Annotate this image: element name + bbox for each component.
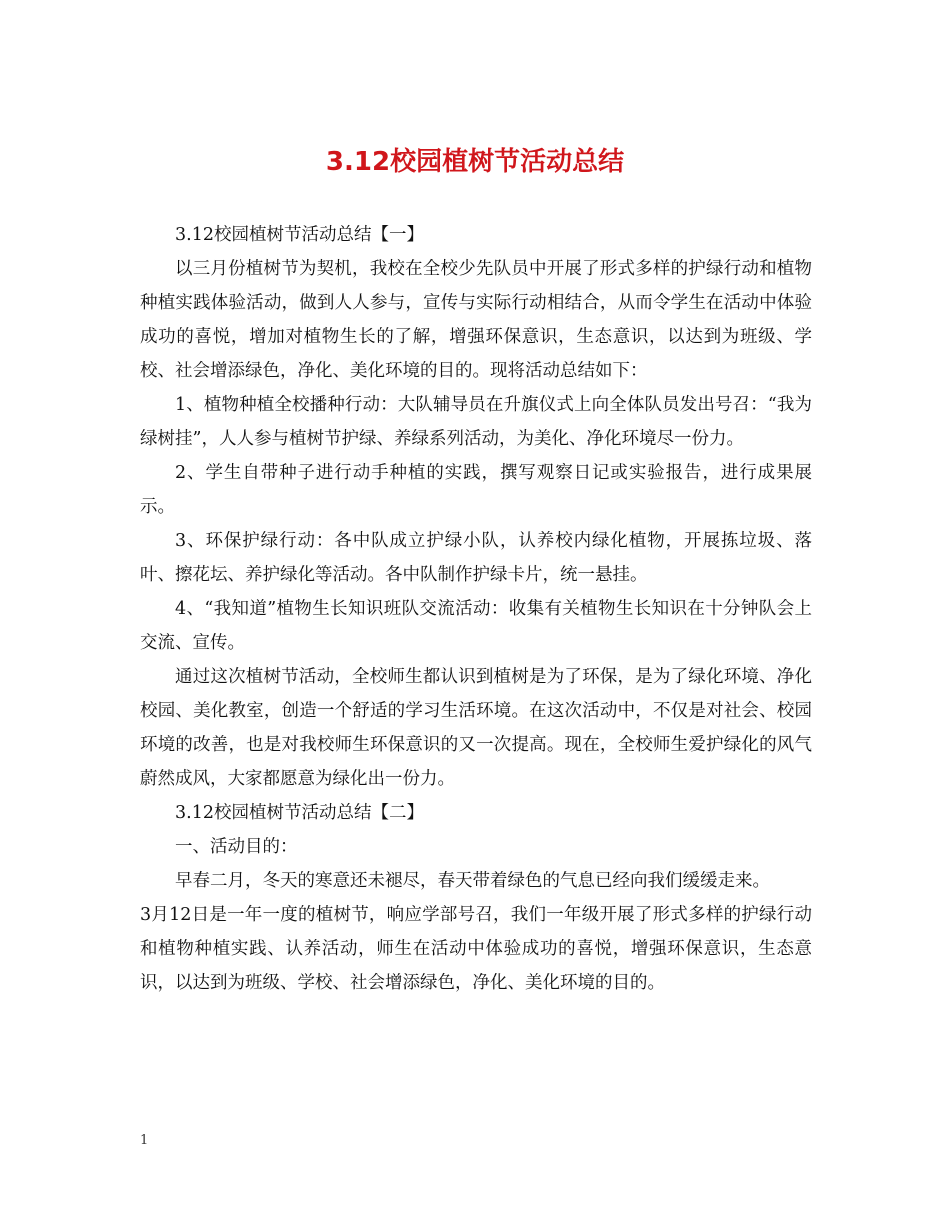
paragraph-item-1: 1、植物种植全校播种行动：大队辅导员在升旗仪式上向全体队员发出号召：“我为绿树挂”，人人参与植树节护绿、养绿系列活动，为美化、净化环境尽一份力。 bbox=[140, 395, 812, 449]
paragraph-item-2: 2、学生自带种子进行动手种植的实践，撰写观察日记或实验报告，进行成果展示。 bbox=[140, 463, 812, 517]
subheading-purpose: 一、活动目的： bbox=[175, 837, 298, 857]
paragraph-item-3: 3、环保护绿行动：各中队成立护绿小队，认养校内绿化植物，开展拣垃圾、落叶、擦花坛、养护绿化等活动。各中队制作护绿卡片，统一悬挂。 bbox=[140, 531, 812, 585]
page-number: 1 bbox=[140, 1133, 149, 1148]
paragraph-conclusion: 通过这次植树节活动，全校师生都认识到植树是为了环保，是为了绿化环境、净化校园、美化教室，创造一个舒适的学习生活环境。在这次活动中，不仅是对社会、校园环境的改善，也是对我校师生环保意识的又一次提高。现在，全校师生爱护绿化的风气蔚然成风，大家都愿意为绿化出一份力。 bbox=[140, 667, 812, 789]
page-title: 3.12校园植树节活动总结 bbox=[325, 147, 625, 177]
paragraph-spring: 早春二月，冬天的寒意还未褪尽，春天带着绿色的气息已经向我们缓缓走来。 bbox=[175, 871, 770, 891]
paragraph-item-4: 4、“我知道”植物生长知识班队交流活动：收集有关植物生长知识在十分钟队会上交流、宣传。 bbox=[140, 599, 812, 653]
paragraph-intro: 以三月份植树节为契机，我校在全校少先队员中开展了形式多样的护绿行动和植物种植实践体验活动，做到人人参与，宣传与实际行动相结合，从而令学生在活动中体验成功的喜悦，增加对植物生长的了解，增强环保意识，生态意识，以达到为班级、学校、社会增添绿色，净化、美化环境的目的。现将活动总结如下： bbox=[140, 259, 812, 381]
section-heading-one: 3.12校园植树节活动总结【一】 bbox=[175, 225, 424, 245]
paragraph-arbor-day: 3月12日是一年一度的植树节，响应学部号召，我们一年级开展了形式多样的护绿行动和植物种植实践、认养活动，师生在活动中体验成功的喜悦，增强环保意识，生态意识，以达到为班级、学校、社会增添绿色，净化、美化环境的目的。 bbox=[140, 905, 812, 993]
section-heading-two: 3.12校园植树节活动总结【二】 bbox=[175, 803, 424, 823]
document-body bbox=[140, 218, 812, 1000]
